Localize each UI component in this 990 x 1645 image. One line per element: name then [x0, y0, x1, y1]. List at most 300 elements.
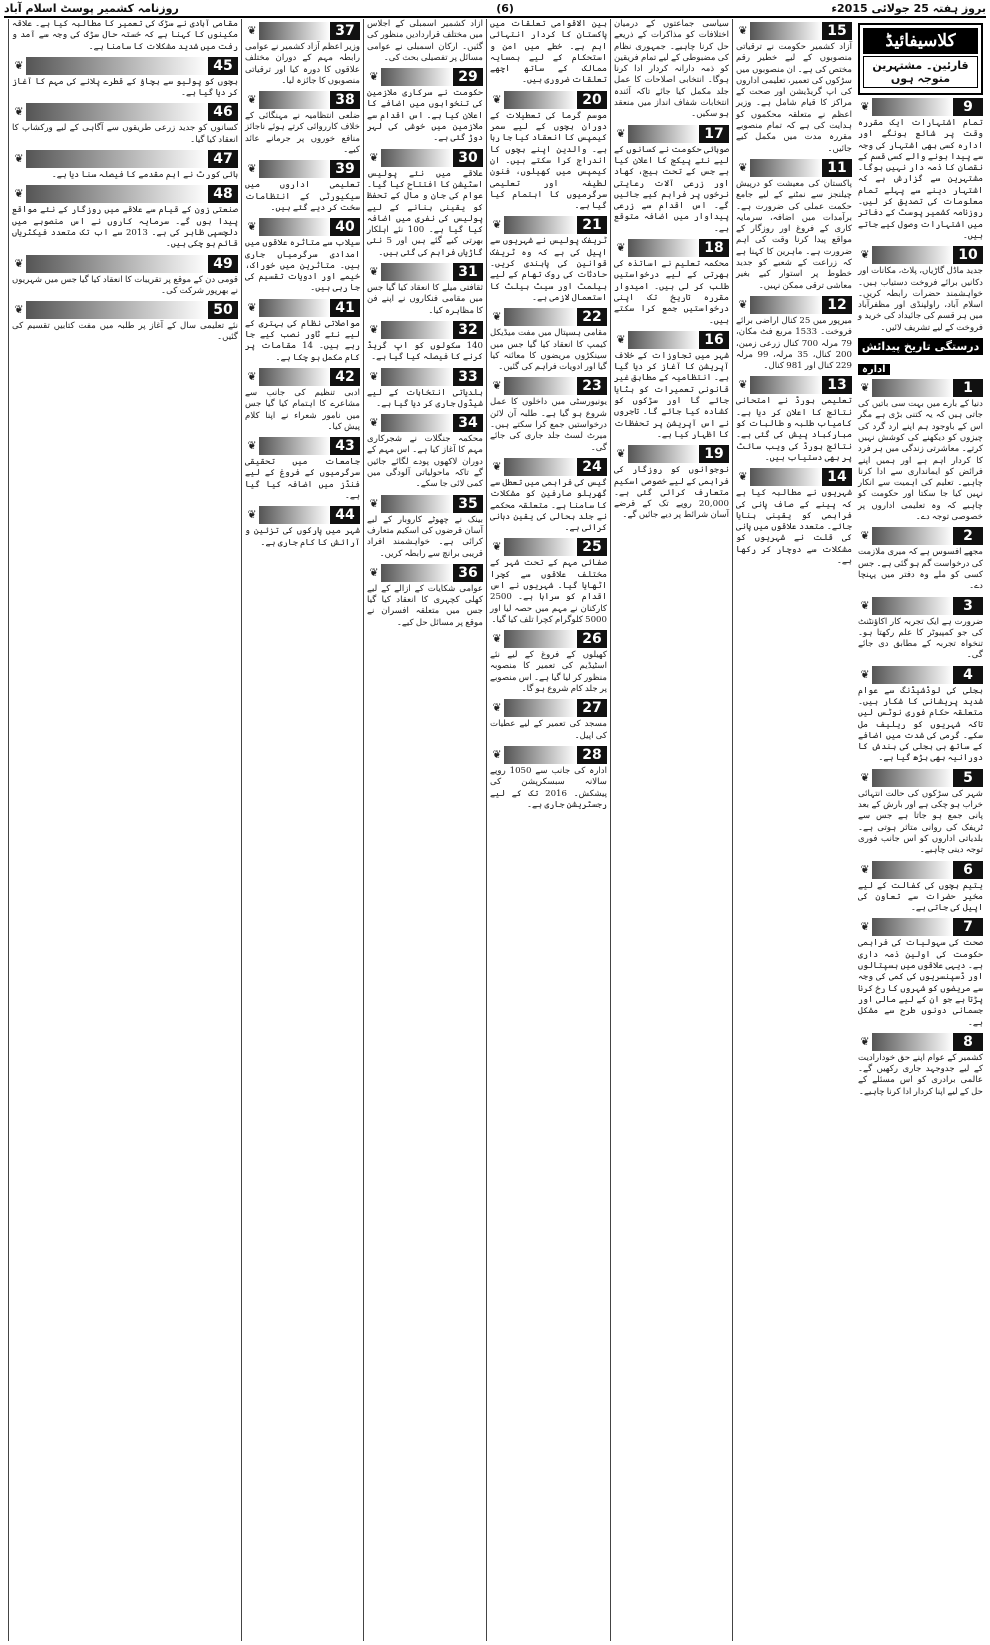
leaf-ornament-icon: ❦ — [367, 149, 381, 167]
article-number: 47 — [208, 150, 238, 168]
article-text: ادارہ کی جانب سے 1050 روپے سالانہ سبسکرپشن کی پیشکش۔ 2016 تک کے لیے رجسٹریشن جاری ہے۔ — [490, 765, 607, 810]
article-header — [245, 91, 360, 109]
article-item — [245, 218, 360, 294]
column-7 — [8, 19, 241, 1641]
article-text: قومی دن کے موقع پر تقریبات کا انعقاد کیا گیا جس میں شہریوں نے بھرپور شرکت کی۔ — [12, 274, 238, 296]
article-header — [858, 527, 983, 545]
col7-list — [12, 19, 238, 344]
leaf-ornament-icon: ❦ — [736, 159, 750, 177]
article-item — [736, 376, 852, 464]
article-item — [12, 103, 238, 146]
article-header — [736, 22, 852, 40]
header-bar — [504, 630, 577, 648]
article-item — [490, 538, 607, 626]
col5-list — [367, 19, 483, 629]
leaf-ornament-icon: ❦ — [367, 368, 381, 386]
article-header — [12, 57, 238, 75]
header-bar — [381, 564, 453, 582]
leaf-ornament-icon: ❦ — [245, 368, 259, 386]
header-bar — [259, 218, 330, 236]
article-text: کشمیر کے عوام اپنے حق خودارادیت کے لیے جدوجہد جاری رکھیں گے۔ عالمی برادری کو اس مسئلے کے حل کے لیے اپنا کردار ادا کرنا چاہیے۔ — [858, 1052, 983, 1097]
article-text: محکمہ تعلیم نے اساتذہ کی بھرتی کے لیے درخواستیں طلب کر لی ہیں۔ امیدوار مقررہ تاریخ تک اپنی درخواستیں جمع کرا سکتے ہیں۔ — [614, 259, 729, 326]
col4-list — [490, 19, 607, 811]
article-number: 31 — [453, 263, 483, 281]
header-bar — [259, 160, 330, 178]
article-header — [245, 437, 360, 455]
article-text: محکمہ جنگلات نے شجرکاری مہم کا آغاز کیا ہے۔ اس مہم کے دوران لاکھوں پودے لگائے جائیں گے تاکہ ماحولیاتی آلودگی میں کمی لائی جا سکے۔ — [367, 434, 483, 490]
header-bar — [259, 22, 330, 40]
article-item — [858, 769, 983, 857]
article-number: 19 — [699, 445, 729, 463]
article-item — [490, 91, 607, 213]
article-text: نئے تعلیمی سال کے آغاز پر طلبہ میں مفت کتابیں تقسیم کی گئیں۔ — [12, 321, 238, 343]
header-bar — [504, 699, 577, 717]
article-header — [12, 255, 238, 273]
header-bar — [381, 495, 453, 513]
article-text: شہر کی سڑکوں کی حالت انتہائی خراب ہو چکی ہے اور بارش کے بعد پانی جمع ہو جاتا ہے جس سے ٹریفک کی روانی متاثر ہوتی ہے۔ بلدیاتی اداروں کو اس جانب فوری توجہ دینی چاہیے۔ — [858, 788, 983, 856]
article-number: 32 — [453, 321, 483, 339]
article-number: 16 — [699, 331, 729, 349]
article-number: 6 — [953, 861, 983, 879]
article-number: 41 — [330, 299, 360, 317]
article-header — [858, 769, 983, 787]
header-bar — [504, 308, 577, 326]
leaf-ornament-icon: ❦ — [245, 299, 259, 317]
article-header — [614, 445, 729, 463]
article-text: بین الاقوامی تعلقات میں پاکستان کا کردار انتہائی اہم ہے۔ خطے میں امن و استحکام کے لیے ہمسایہ ممالک کے ساتھ اچھے تعلقات ضروری ہیں۔ — [490, 19, 607, 86]
article-text: ضرورت ہے ایک تجربہ کار اکاؤنٹنٹ کی جو کمپیوٹر کا علم رکھتا ہو۔ تنخواہ تجربہ کے مطابق دی جائے گی۔ — [858, 616, 983, 661]
article-number: 42 — [330, 368, 360, 386]
article-text: بجلی کی لوڈشیڈنگ سے عوام شدید پریشانی کا شکار ہیں۔ متعلقہ حکام فوری نوٹس لیں تاکہ شہریوں کو ریلیف مل سکے۔ گرمی کی شدت میں اضافے کے ساتھ ہی بجلی کی بندش کا دورانیہ بھی بڑھ گیا ہے۔ — [858, 685, 983, 764]
article-header — [245, 22, 360, 40]
article-text: میرپور میں 25 کنال اراضی برائے فروخت۔ 1533 مربع فٹ مکان، 79 مرلہ 700 کنال زرعی زمین، 200 کنال، 35 مرلہ، 99 مرلہ 229 کنال اور 981 کنال۔ — [736, 315, 853, 372]
article-number: 26 — [577, 630, 607, 648]
leaf-ornament-icon: ❦ — [12, 57, 26, 75]
article-number: 18 — [699, 239, 729, 257]
leaf-ornament-icon: ❦ — [858, 527, 872, 545]
leaf-ornament-icon: ❦ — [367, 321, 381, 339]
leaf-ornament-icon: ❦ — [245, 506, 259, 524]
article-text: حکومت نے سرکاری ملازمین کی تنخواہوں میں اضافے کا اعلان کیا ہے۔ اس اقدام سے ملازمین میں خوشی کی لہر دوڑ گئی ہے۔ — [367, 88, 483, 144]
notice-title: درستگی تاریخ پیدائش — [858, 338, 983, 355]
article-text: سیلاب سے متاثرہ علاقوں میں امدادی سرگرمیاں جاری ہیں۔ متاثرین میں خوراک، خیمے اور ادویات تقسیم کی جا رہی ہیں۔ — [245, 238, 360, 294]
article-header — [245, 299, 360, 317]
article-text: موسم گرما کی تعطیلات کے دوران بچوں کے لیے سمر کیمپس کا انعقاد کیا جا رہا ہے۔ والدین اپنے بچوں کا اندراج کرا سکتے ہیں۔ ان کیمپس میں کھیلوں، فنون لطیفہ اور تعلیمی سرگرمیوں کا اہتمام کیا گیا ہے۔ — [490, 110, 607, 212]
article-item — [490, 308, 607, 373]
page-number: (6) — [496, 1, 514, 15]
article-text: شہریوں نے مطالبہ کیا ہے کہ پینے کے صاف پانی کی فراہمی کو یقینی بنایا جائے۔ متعدد علاقوں میں پانی کی قلت نے شہریوں کو مشکلات سے دوچار کر رکھا ہے۔ — [736, 488, 852, 566]
column-1 — [855, 19, 986, 1641]
leaf-ornament-icon: ❦ — [490, 308, 504, 326]
article-item — [367, 19, 483, 64]
leaf-ornament-icon: ❦ — [367, 495, 381, 513]
header-bar — [381, 68, 453, 86]
article-number: 22 — [577, 308, 607, 326]
article-number: 37 — [330, 22, 360, 40]
article-text: بلدیاتی انتخابات کے لیے شیڈول جاری کر دیا گیا ہے۔ — [367, 387, 483, 409]
article-text: یتیم بچوں کی کفالت کے لیے مخیر حضرات سے تعاون کی اپیل کی جاتی ہے۔ — [858, 880, 983, 914]
header-bar — [381, 368, 453, 386]
article-item — [12, 19, 238, 53]
article-header — [490, 630, 607, 648]
article-header — [736, 296, 852, 314]
leaf-ornament-icon: ❦ — [614, 445, 628, 463]
article-header — [490, 538, 607, 556]
article-number: 5 — [953, 769, 983, 787]
article-header — [490, 308, 607, 326]
article-header — [858, 861, 983, 879]
article-text: عوامی شکایات کے ازالے کے لیے کھلی کچہری کا انعقاد کیا گیا جس میں متعلقہ افسران نے موقع پر مسائل حل کیے۔ — [367, 583, 483, 628]
leaf-ornament-icon: ❦ — [367, 263, 381, 281]
classified-box — [858, 23, 983, 95]
column-6 — [241, 19, 363, 1641]
article-text: ضلعی انتظامیہ نے مہنگائی کے خلاف کارروائی کرتے ہوئے ناجائز منافع خوروں پر جرمانے عائد کیے۔ — [245, 111, 360, 156]
article-text: مقامی آبادی نے سڑک کی تعمیر کا مطالبہ کیا ہے۔ علاقہ مکینوں کا کہنا ہے کہ خستہ حال سڑک کی وجہ سے آمد و رفت میں شدید مشکلات کا سامنا ہے۔ — [12, 19, 238, 52]
article-header — [490, 216, 607, 234]
article-text: سیاسی جماعتوں کے درمیان اختلافات کو مذاکرات کے ذریعے حل کرنا چاہیے۔ جمہوری نظام کی مضبوطی کے لیے تمام فریقین کو ذمہ دارانہ کردار ادا کرنا ہوگا۔ انتخابی اصلاحات کا عمل جلد مکمل کیا جائے تاکہ آئندہ انتخابات شفاف انداز میں منعقد ہو سکیں۔ — [614, 19, 729, 120]
article-text: کسانوں کو جدید زرعی طریقوں سے آگاہی کے لیے ورکشاپ کا انعقاد کیا گیا۔ — [12, 123, 238, 145]
classified-subtitle: قارئین۔ مشتہرین متوجہ ہوں — [863, 56, 978, 88]
header-bar — [872, 769, 953, 787]
header-bar — [381, 321, 453, 339]
header-bar — [381, 149, 453, 167]
article-number: 14 — [822, 468, 852, 486]
article-item — [490, 458, 607, 534]
article-item — [245, 91, 360, 156]
header-bar — [872, 918, 953, 936]
leaf-ornament-icon: ❦ — [245, 437, 259, 455]
article-number: 35 — [453, 495, 483, 513]
header-bar — [259, 368, 330, 386]
article-number: 17 — [699, 125, 729, 143]
header-bar — [259, 437, 330, 455]
leaf-ornament-icon: ❦ — [736, 296, 750, 314]
article-text: شہر میں تجاوزات کے خلاف آپریشن کا آغاز کر دیا گیا ہے۔ انتظامیہ کے مطابق غیر قانونی تعمیرات کو ہٹایا جائے گا اور سڑکوں کو کشادہ کیا جائے گا۔ تاجروں نے اس آپریشن پر تحفظات کا اظہار کیا ہے۔ — [614, 350, 729, 440]
article-number: 43 — [330, 437, 360, 455]
article-text: مجھے افسوس ہے کہ میری ملازمت کی درخواست گم ہو گئی ہے۔ جس کسی کو ملے وہ دفتر میں پہنچا دے۔ — [858, 547, 983, 592]
article-text: ثقافتی میلے کا انعقاد کیا گیا جس میں مقامی فنکاروں نے اپنے فن کا مظاہرہ کیا۔ — [367, 283, 483, 316]
header-bar — [872, 246, 953, 264]
article-header — [245, 368, 360, 386]
leaf-ornament-icon: ❦ — [858, 597, 872, 615]
article-number: 3 — [953, 597, 983, 615]
header-bar — [381, 263, 453, 281]
header-bar — [872, 379, 953, 397]
header-bar — [628, 445, 699, 463]
article-header — [858, 246, 983, 264]
leaf-ornament-icon: ❦ — [12, 185, 26, 203]
article-number: 24 — [577, 458, 607, 476]
article-text: بچوں کو پولیو سے بچاؤ کے قطرے پلانے کی مہم کا آغاز کر دیا گیا ہے۔ — [12, 76, 238, 99]
article-item — [858, 1033, 983, 1098]
article-item — [614, 445, 729, 521]
article-item — [245, 22, 360, 87]
column-2 — [732, 19, 855, 1641]
article-item — [245, 368, 360, 433]
article-header — [367, 321, 483, 339]
article-number: 10 — [953, 246, 983, 264]
article-text: دنیا کے بارے میں بہت سی باتیں کی جاتی ہیں کہ یہ کتنی بڑی ہے مگر اس کے باوجود ہم اپنے ارد گرد کی چیزوں کو دیکھنے کی کوشش نہیں کرتے۔ معاشرتی زندگی میں ہر فرد کا کردار اہم ہے اور ہمیں اپنے فرائض کو ایمانداری سے ادا کرنا چاہیے۔ تعلیم کی اہمیت سے انکار نہیں کیا جا سکتا اور حکومت کو چاہیے کہ وہ تعلیمی اداروں پر خصوصی توجہ دے۔ — [858, 399, 983, 523]
article-item — [858, 918, 983, 1028]
article-header — [245, 218, 360, 236]
leaf-ornament-icon: ❦ — [245, 160, 259, 178]
article-header — [858, 1033, 983, 1051]
article-item — [490, 19, 607, 87]
article-item — [736, 468, 852, 567]
article-text: پاکستان کی معیشت کو درپیش چیلنجز سے نمٹنے کے لیے جامع حکمت عملی کی ضرورت ہے۔ برآمدات میں اضافہ، سرمایہ کاری کے فروغ اور روزگار کے مواقع پیدا کرنا وقت کی اہم ضرورت ہے۔ ماہرین کا کہنا ہے کہ زراعت کے شعبے کو جدید خطوط پر استوار کیے بغیر معاشی ترقی ممکن نہیں۔ — [736, 178, 852, 291]
header-bar — [26, 185, 208, 203]
col1-list — [858, 98, 983, 1098]
header-bar — [628, 331, 699, 349]
article-number: 40 — [330, 218, 360, 236]
article-number: 50 — [208, 301, 238, 319]
column-5 — [363, 19, 486, 1641]
article-header — [367, 68, 483, 86]
leaf-ornament-icon: ❦ — [490, 377, 504, 395]
leaf-ornament-icon: ❦ — [614, 125, 628, 143]
article-item — [858, 98, 983, 242]
article-number: 13 — [822, 376, 852, 394]
article-header — [12, 301, 238, 319]
article-text: نوجوانوں کو روزگار کی فراہمی کے لیے خصوصی اسکیم متعارف کرائی گئی ہے۔ 20,000 روپے تک کے قرضے آسان شرائط پر دیے جائیں گے۔ — [614, 465, 729, 521]
article-item — [367, 368, 483, 411]
article-text: صوبائی حکومت نے کسانوں کے لیے نئے پیکج کا اعلان کیا ہے جس کے تحت بیج، کھاد اور زرعی آلات رعایتی نرخوں پر فراہم کیے جائیں گے۔ اس اقدام سے زرعی پیداوار میں اضافہ متوقع ہے۔ — [614, 144, 729, 234]
article-number: 38 — [330, 91, 360, 109]
article-text: علاقے میں نئے پولیس اسٹیشن کا افتتاح کیا گیا۔ عوام کی جان و مال کے تحفظ کو یقینی بنانے کے لیے پولیس کی نفری میں اضافہ کیا گیا ہے۔ 100 نئے اہلکار بھرتی کیے گئے ہیں اور 5 نئی گاڑیاں فراہم کی گئی ہیں۔ — [367, 168, 484, 258]
header-bar — [750, 22, 822, 40]
article-number: 48 — [208, 185, 238, 203]
article-header — [614, 331, 729, 349]
leaf-ornament-icon: ❦ — [490, 630, 504, 648]
article-text: ہائی کورٹ نے اہم مقدمے کا فیصلہ سنا دیا ہے۔ — [51, 170, 238, 181]
article-number: 28 — [577, 746, 607, 764]
article-item — [490, 377, 607, 453]
leaf-ornament-icon: ❦ — [367, 414, 381, 432]
article-header — [736, 159, 852, 177]
article-number: 27 — [577, 699, 607, 717]
article-text: صفائی مہم کے تحت شہر کے مختلف علاقوں سے کچرا اٹھایا گیا۔ شہریوں نے اس اقدام کو سراہا ہے۔ 2500 کارکنان نے مہم میں حصہ لیا اور 5000 کلوگرام کچرا تلف کیا گیا۔ — [490, 558, 607, 625]
header-bar — [259, 299, 330, 317]
article-item — [614, 125, 729, 235]
header-bar — [628, 239, 699, 257]
article-header — [490, 746, 607, 764]
header-bar — [750, 468, 822, 486]
article-item — [490, 216, 607, 304]
article-header — [367, 149, 483, 167]
leaf-ornament-icon: ❦ — [614, 239, 628, 257]
article-number: 12 — [822, 296, 852, 314]
issue-date: بروز ہفتہ 25 جولائی 2015ء — [831, 1, 986, 15]
article-item — [367, 149, 483, 259]
article-text: ادبی تنظیم کی جانب سے مشاعرے کا اہتمام کیا گیا جس میں نامور شعراء نے اپنا کلام پیش کیا۔ — [245, 387, 360, 432]
article-text: تعلیمی اداروں میں سیکیورٹی کے انتظامات سخت کر دیے گئے ہیں۔ — [245, 180, 360, 213]
article-number: 45 — [208, 57, 238, 75]
article-number: 11 — [822, 159, 852, 177]
article-item — [12, 301, 238, 344]
header-bar — [872, 861, 953, 879]
header-bar — [259, 91, 330, 109]
article-text: تعلیمی بورڈ نے امتحانی نتائج کا اعلان کر دیا ہے۔ کامیاب طلبہ و طالبات کو مبارکباد پیش کی گئی ہے۔ نتائج بورڈ کی ویب سائٹ پر بھی دستیاب ہیں۔ — [736, 396, 852, 463]
article-header — [12, 185, 238, 203]
leaf-ornament-icon: ❦ — [858, 1033, 872, 1051]
article-text: صنعتی زون کے قیام سے علاقے میں روزگار کے نئے مواقع پیدا ہوں گے۔ سرمایہ کاروں نے اس منصوبے میں دلچسپی ظاہر کی ہے۔ 2013 سے اب تک متعدد فیکٹریاں قائم ہو چکی ہیں۔ — [12, 205, 238, 250]
header-bar — [504, 91, 577, 109]
header-bar — [504, 216, 577, 234]
leaf-ornament-icon: ❦ — [367, 68, 381, 86]
article-item — [858, 861, 983, 915]
header-bar — [26, 301, 208, 319]
article-header — [367, 368, 483, 386]
leaf-ornament-icon: ❦ — [245, 22, 259, 40]
article-number: 7 — [953, 918, 983, 936]
article-text: 140 سکولوں کو اپ گریڈ کرنے کا فیصلہ کیا گیا ہے۔ — [367, 340, 483, 363]
col2-list — [736, 22, 852, 567]
article-item — [367, 263, 483, 317]
leaf-ornament-icon: ❦ — [490, 699, 504, 717]
article-header — [736, 376, 852, 394]
leaf-ornament-icon: ❦ — [490, 91, 504, 109]
header-bar — [26, 255, 208, 273]
article-number: 44 — [330, 506, 360, 524]
header-bar — [26, 103, 208, 121]
header-bar — [628, 125, 699, 143]
column-4 — [486, 19, 610, 1641]
leaf-ornament-icon: ❦ — [245, 91, 259, 109]
leaf-ornament-icon: ❦ — [490, 458, 504, 476]
article-item — [367, 68, 483, 144]
article-header — [490, 699, 607, 717]
article-header — [12, 103, 238, 121]
leaf-ornament-icon: ❦ — [736, 22, 750, 40]
article-header — [490, 91, 607, 109]
header-bar — [381, 414, 453, 432]
article-number: 9 — [953, 98, 983, 116]
article-number: 25 — [577, 538, 607, 556]
article-number: 34 — [453, 414, 483, 432]
article-header — [367, 414, 483, 432]
article-text: وزیر اعظم آزاد کشمیر نے عوامی رابطہ مہم کے دوران مختلف علاقوں کا دورہ کیا اور ترقیاتی منصوبوں کا جائزہ لیا۔ — [245, 42, 360, 86]
header-bar — [504, 538, 577, 556]
article-text: آزاد کشمیر اسمبلی کے اجلاس میں مختلف قراردادیں منظور کی گئیں۔ ارکان اسمبلی نے عوامی مسائل پر تفصیلی بحث کی۔ — [367, 19, 483, 63]
article-item — [858, 666, 983, 765]
leaf-ornament-icon: ❦ — [490, 216, 504, 234]
article-item — [736, 22, 852, 155]
article-number: 30 — [453, 149, 483, 167]
leaf-ornament-icon: ❦ — [12, 301, 26, 319]
article-item — [12, 185, 238, 250]
article-item — [490, 699, 607, 742]
article-header — [858, 918, 983, 936]
article-item — [736, 296, 852, 372]
article-text: صحت کی سہولیات کی فراہمی حکومت کی اولین ذمہ داری ہے۔ دیہی علاقوں میں ہسپتالوں اور ڈسپنسریوں کی کمی کی وجہ سے مریضوں کو شہروں کا رخ کرنا پڑتا ہے جو ان کے لیے مالی اور جسمانی دونوں طرح سے مشکل ہے۔ — [858, 938, 983, 1028]
article-number: 20 — [577, 91, 607, 109]
leaf-ornament-icon: ❦ — [858, 918, 872, 936]
header-bar — [504, 746, 577, 764]
article-header — [490, 377, 607, 395]
article-number: 29 — [453, 68, 483, 86]
leaf-ornament-icon: ❦ — [858, 379, 872, 397]
article-number: 23 — [577, 377, 607, 395]
article-header — [614, 239, 729, 257]
article-text: مواصلاتی نظام کی بہتری کے لیے نئے ٹاور نصب کیے جا رہے ہیں۔ 14 مقامات پر کام مکمل ہو چکا ہے۔ — [245, 318, 360, 363]
article-item — [614, 19, 729, 121]
article-item — [367, 414, 483, 490]
article-item — [858, 597, 983, 662]
header-bar — [26, 150, 208, 168]
leaf-ornament-icon: ❦ — [736, 468, 750, 486]
publisher-badge: ادارہ — [858, 364, 890, 375]
article-number: 39 — [330, 160, 360, 178]
article-header — [858, 666, 983, 684]
article-header — [12, 150, 238, 168]
article-item — [614, 331, 729, 441]
masthead — [4, 0, 986, 18]
article-item — [367, 321, 483, 364]
article-number: 4 — [953, 666, 983, 684]
article-header — [490, 458, 607, 476]
article-text: مسجد کی تعمیر کے لیے عطیات کی اپیل۔ — [490, 719, 607, 741]
leaf-ornament-icon: ❦ — [736, 376, 750, 394]
article-header — [858, 379, 983, 397]
header-bar — [259, 506, 330, 524]
article-text: گیس کی فراہمی میں تعطل سے گھریلو صارفین کو مشکلات کا سامنا ہے۔ متعلقہ محکمے نے جلد بحالی کی یقین دہانی کرائی ہے۔ — [490, 477, 607, 534]
article-item — [858, 527, 983, 592]
leaf-ornament-icon: ❦ — [858, 666, 872, 684]
header-bar — [750, 296, 822, 314]
article-item — [614, 239, 729, 327]
leaf-ornament-icon: ❦ — [858, 98, 872, 116]
article-item — [245, 506, 360, 549]
article-number: 2 — [953, 527, 983, 545]
article-number: 21 — [577, 216, 607, 234]
leaf-ornament-icon: ❦ — [367, 564, 381, 582]
header-bar — [872, 1033, 953, 1051]
article-header — [367, 263, 483, 281]
article-header — [245, 160, 360, 178]
article-item — [245, 299, 360, 364]
article-item — [858, 246, 983, 334]
article-item — [12, 150, 238, 181]
article-header — [858, 597, 983, 615]
article-item — [12, 57, 238, 100]
leaf-ornament-icon: ❦ — [490, 538, 504, 556]
header-bar — [504, 377, 577, 395]
article-text: ٹریفک پولیس نے شہریوں سے اپیل کی ہے کہ وہ ٹریفک قوانین کی پابندی کریں۔ حادثات کی روک تھام کے لیے ہیلمٹ اور سیٹ بیلٹ کا استعمال لازمی ہے۔ — [490, 236, 607, 303]
article-number: 33 — [453, 368, 483, 386]
header-bar — [504, 458, 577, 476]
article-item — [367, 495, 483, 560]
article-text: بینک نے چھوٹے کاروبار کے لیے آسان قرضوں کی اسکیم متعارف کرائی ہے۔ خواہشمند افراد قریبی برانچ سے رابطہ کریں۔ — [367, 514, 483, 559]
header-bar — [750, 159, 822, 177]
leaf-ornament-icon: ❦ — [858, 861, 872, 879]
article-number: 1 — [953, 379, 983, 397]
article-text: آزاد کشمیر حکومت نے ترقیاتی منصوبوں کے لیے خطیر رقم مختص کی ہے۔ ان منصوبوں میں سڑکوں کی تعمیر، تعلیمی اداروں کی اپ گریڈیشن اور صحت کے مراکز کا قیام شامل ہے۔ وزیر اعظم نے متعلقہ محکموں کو ہدایت کی ہے کہ تمام منصوبے مقررہ مدت میں مکمل کیے جائیں۔ — [736, 42, 852, 154]
column-3 — [610, 19, 732, 1641]
leaf-ornament-icon: ❦ — [245, 218, 259, 236]
article-number: 36 — [453, 564, 483, 582]
article-item — [245, 160, 360, 214]
article-number: 49 — [208, 255, 238, 273]
article-text: کھیلوں کے فروغ کے لیے نئے اسٹیڈیم کی تعمیر کا منصوبہ منظور کر لیا گیا ہے۔ اس منصوبے پر جلد کام شروع ہو گا۔ — [490, 650, 607, 695]
article-item — [736, 159, 852, 292]
col3-list — [614, 19, 729, 522]
leaf-ornament-icon: ❦ — [12, 103, 26, 121]
header-bar — [872, 527, 953, 545]
article-header — [614, 125, 729, 143]
header-bar — [872, 597, 953, 615]
leaf-ornament-icon: ❦ — [12, 150, 26, 168]
col6-list — [245, 22, 360, 549]
